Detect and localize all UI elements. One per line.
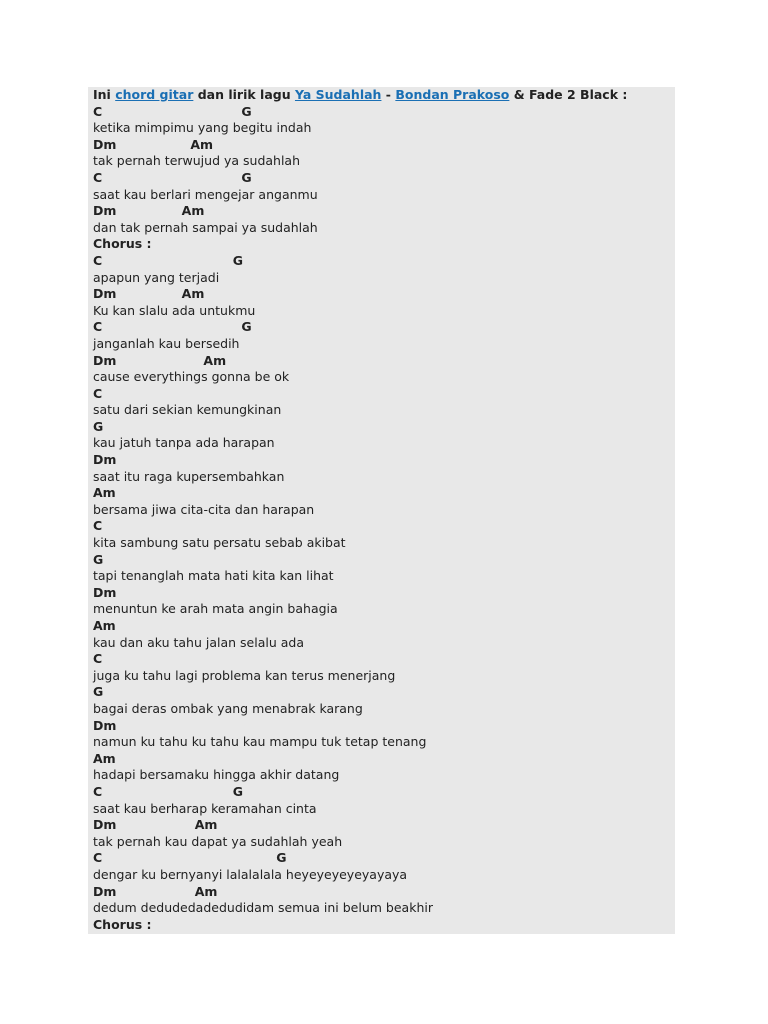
lyric-line: tapi tenanglah mata hati kita kan lihat bbox=[93, 568, 334, 584]
lyric-line: juga ku tahu lagi problema kan terus menerjang bbox=[93, 667, 396, 683]
lyric-line: apapun yang terjadi bbox=[93, 269, 220, 285]
chord-line: Dm Am bbox=[93, 883, 218, 899]
lyric-line: dedum dedudedadedudidam semua ini belum beakhir bbox=[93, 900, 433, 916]
intro-suffix: & Fade 2 Black : bbox=[509, 87, 628, 102]
intro-separator: - bbox=[381, 87, 396, 102]
lyric-line: bagai deras ombak yang menabrak karang bbox=[93, 700, 363, 716]
song-title-link[interactable]: Ya Sudahlah bbox=[294, 87, 382, 102]
lyric-line: saat kau berharap keramahan cinta bbox=[93, 800, 317, 816]
lyric-line: bersama jiwa cita-cita dan harapan bbox=[93, 501, 315, 517]
lyric-line: saat kau berlari mengejar anganmu bbox=[93, 186, 318, 202]
chord-line: C G bbox=[93, 252, 243, 268]
lyric-line: menuntun ke arah mata angin bahagia bbox=[93, 601, 338, 617]
chord-line: C bbox=[93, 385, 103, 401]
lyric-line: cause everythings gonna be ok bbox=[93, 369, 290, 385]
chord-line: Dm bbox=[93, 717, 117, 733]
chord-line: G bbox=[93, 418, 104, 434]
lyric-line: janganlah kau bersedih bbox=[93, 335, 240, 351]
chord-line: Dm bbox=[93, 452, 117, 468]
chord-line: C G bbox=[93, 783, 243, 799]
chord-line: Dm Am bbox=[93, 352, 227, 368]
chord-line: Dm bbox=[93, 584, 117, 600]
chord-line: Dm Am bbox=[93, 136, 214, 152]
lyric-line: kita sambung satu persatu sebab akibat bbox=[93, 535, 346, 551]
lyric-line: tak pernah kau dapat ya sudahlah yeah bbox=[93, 833, 343, 849]
chord-line: C G bbox=[93, 103, 252, 119]
lyric-line: hadapi bersamaku hingga akhir datang bbox=[93, 767, 340, 783]
chord-line: Dm Am bbox=[93, 286, 205, 302]
chord-gitar-link[interactable]: chord gitar bbox=[115, 87, 194, 102]
chord-line: C G bbox=[93, 850, 287, 866]
chord-line: Dm Am bbox=[93, 817, 218, 833]
lyric-line: kau jatuh tanpa ada harapan bbox=[93, 435, 275, 451]
chord-line: Am bbox=[93, 618, 116, 633]
lyric-line: dan tak pernah sampai ya sudahlah bbox=[93, 219, 318, 235]
chord-line: Am bbox=[93, 750, 116, 766]
lyric-line: saat itu raga kupersembahkan bbox=[93, 468, 285, 484]
chord-line: G bbox=[93, 551, 104, 567]
lyric-line: ketika mimpimu yang begitu indah bbox=[93, 120, 312, 136]
chord-line: C G bbox=[93, 169, 252, 185]
chord-line: C G bbox=[93, 319, 252, 335]
intro-prefix: Ini bbox=[93, 87, 116, 102]
song-lines bbox=[93, 104, 675, 934]
chord-line: Am bbox=[93, 485, 116, 501]
chord-sheet bbox=[88, 87, 675, 934]
section-heading: Chorus : bbox=[93, 916, 152, 932]
lyric-line: dengar ku bernyanyi lalalalala heyeyeyeyeyayaya bbox=[93, 866, 408, 882]
chord-line: C bbox=[93, 518, 103, 534]
intro-line bbox=[93, 87, 675, 104]
chord-line: C bbox=[93, 651, 103, 667]
chord-line: Dm Am bbox=[93, 203, 205, 219]
lyric-line: tak pernah terwujud ya sudahlah bbox=[93, 153, 301, 169]
section-heading: Chorus : bbox=[93, 236, 152, 252]
chord-line: G bbox=[93, 684, 104, 700]
lyric-line: satu dari sekian kemungkinan bbox=[93, 402, 282, 418]
artist-link[interactable]: Bondan Prakoso bbox=[395, 87, 510, 102]
lyric-line: kau dan aku tahu jalan selalu ada bbox=[93, 634, 304, 650]
intro-mid-text: dan lirik lagu bbox=[193, 87, 295, 102]
lyric-line: namun ku tahu ku tahu kau mampu tuk tetap tenang bbox=[93, 734, 427, 750]
lyric-line: Ku kan slalu ada untukmu bbox=[93, 302, 256, 318]
